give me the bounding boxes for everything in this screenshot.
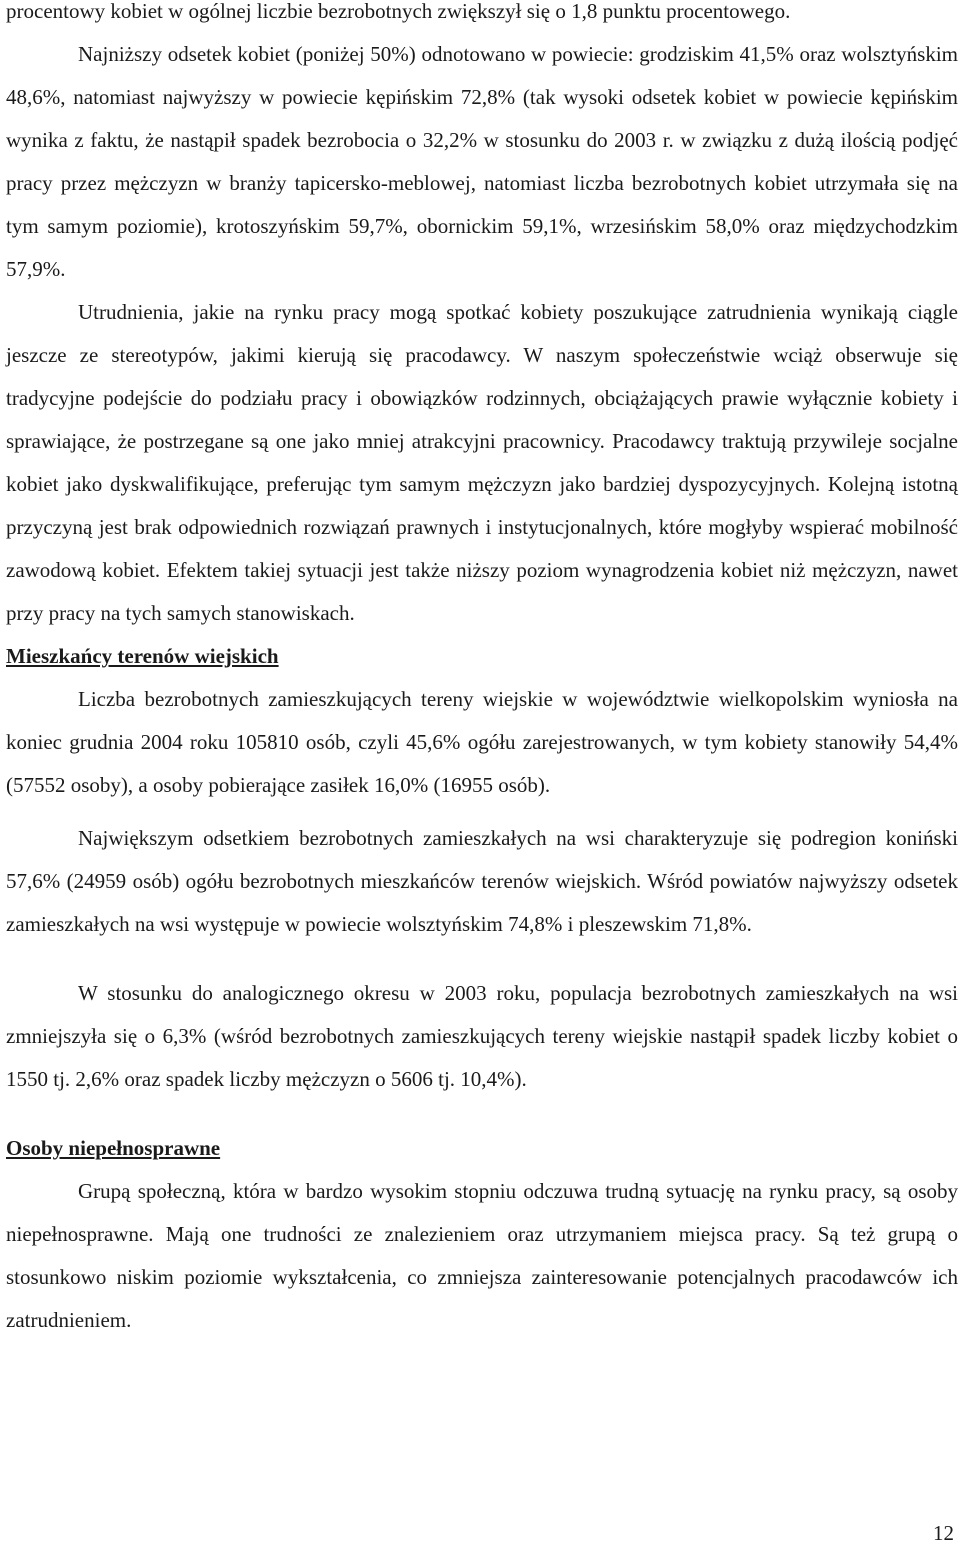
page-number: 12 <box>933 1521 954 1545</box>
document-page <box>6 0 958 1342</box>
paragraph-rural-count: Liczba bezrobotnych zamieszkujących tereny wiejskie w województwie wielkopolskim wyniosła na koniec grudnia 2004 roku 105810 osób, czyli 45,6% ogółu zarejestrowanych, w tym kobiety stanowiły 54,4% (57552 osoby), a osoby pobierające zasiłek 16,0% (16955 osób). <box>6 687 958 797</box>
paragraph-rural-change: W stosunku do analogicznego okresu w 2003 roku, populacja bezrobotnych zamieszkałych na wsi zmniejszyła się o 6,3% (wśród bezrobotnych zamieszkujących tereny wiejskie nastąpił spadek liczby kobiet o 1550 tj. 2,6% oraz spadek liczby mężczyzn o 5606 tj. 10,4%). <box>6 981 958 1091</box>
paragraph-labour-market-difficulties: Utrudnienia, jakie na rynku pracy mogą spotkać kobiety poszukujące zatrudnienia wynikają ciągle jeszcze ze stereotypów, jakimi kierują się pracodawcy. W naszym społeczeństwie wciąż obserwuje się tradycyjne podejście do podziału pracy i obowiązków rodzinnych, obciążających prawie wyłącznie kobiety i sprawiające, że postrzegane są one jako mniej atrakcyjni pracownicy. Pracodawcy traktują przywileje socjalne kobiet jako dyskwalifikujące, preferując tym samym mężczyzn jako bardziej dyspozycyjnych. Kolejną istotną przyczyną jest brak odpowiednich rozwiązań prawnych i instytucjonalnych, które mogłyby wspierać mobilność zawodową kobiet. Efektem takiej sytuacji jest także niższy poziom wynagrodzenia kobiet niż mężczyzn, nawet przy pracy na tych samych stanowiskach. <box>6 300 958 625</box>
section-heading-disabled-persons: Osoby niepełnosprawne <box>6 1136 221 1160</box>
paragraph-lowest-highest-share: Najniższy odsetek kobiet (poniżej 50%) odnotowano w powiecie: grodziskim 41,5% oraz wolsztyńskim 48,6%, natomiast najwyższy w powiecie kępińskim 72,8% (tak wysoki odsetek kobiet w powiecie kępińskim wynika z faktu, że nastąpił spadek bezrobocia o 32,2% w stosunku do 2003 r. w związku z dużą ilością podjęć pracy przez mężczyzn w branży tapicersko-meblowej, natomiast liczba bezrobotnych kobiet utrzymała się na tym samym poziomie), krotoszyńskim 59,7%, obornickim 59,1%, wrzesińskim 58,0% oraz międzychodzkim 57,9%. <box>6 42 958 281</box>
section-heading-rural-residents: Mieszkańcy terenów wiejskich <box>6 644 279 668</box>
paragraph-continuation: procentowy kobiet w ogólnej liczbie bezrobotnych zwiększył się o 1,8 punktu procentowego. <box>6 0 791 23</box>
paragraph-rural-subregion: Największym odsetkiem bezrobotnych zamieszkałych na wsi charakteryzuje się podregion koniński 57,6% (24959 osób) ogółu bezrobotnych mieszkańców terenów wiejskich. Wśród powiatów najwyższy odsetek zamieszkałych na wsi występuje w powiecie wolsztyńskim 74,8% i pleszewskim 71,8%. <box>6 826 958 936</box>
paragraph-disabled-persons: Grupą społeczną, która w bardzo wysokim stopniu odczuwa trudną sytuację na rynku pracy, są osoby niepełnosprawne. Mają one trudności ze znalezieniem oraz utrzymaniem miejsca pracy. Są też grupą o stosunkowo niskim poziomie wykształcenia, co zmniejsza zainteresowanie potencjalnych pracodawców ich zatrudnieniem. <box>6 1179 958 1332</box>
